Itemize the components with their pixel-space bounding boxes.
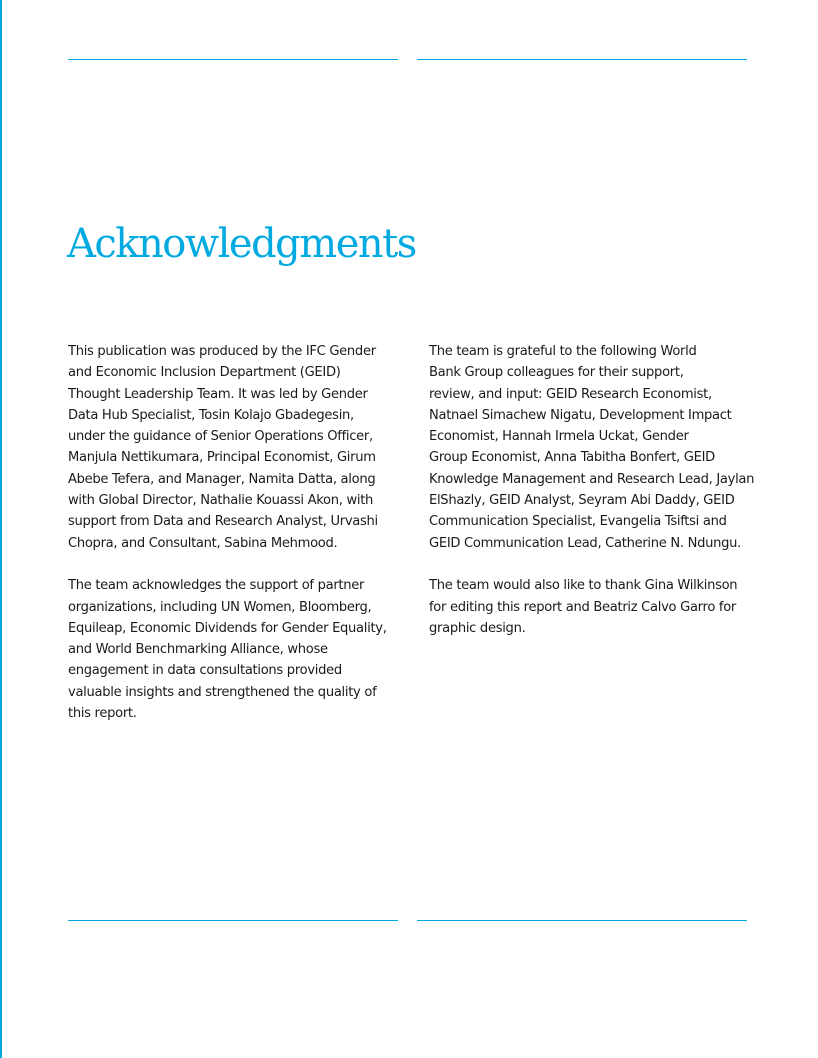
text-line: valuable insights and strengthened the quality of [68, 684, 377, 700]
text-line: This publication was produced by the IFC Gender [68, 344, 376, 359]
left-edge-accent-bar [0, 0, 2, 1058]
text-line: Bank Group colleagues for their support, [429, 365, 684, 381]
text-line: Knowledge Management and Research Lead, Jaylan [429, 471, 755, 487]
editing-design-paragraph [429, 575, 751, 639]
text-line: this report. [68, 706, 137, 722]
text-line: Manjula Nettikumara, Principal Economist, Girum [68, 450, 376, 466]
text-line: Communication Specialist, Evangelia Tsiftsi and [429, 514, 727, 530]
text-line: and Economic Inclusion Department (GEID) [68, 365, 341, 381]
text-line: The team is grateful to the following World [429, 344, 697, 359]
text-line: with Global Director, Nathalie Kouassi Akon, with [68, 493, 374, 509]
bottom-left-divider [68, 920, 398, 921]
page-title: Acknowledgments [67, 221, 416, 267]
text-line: graphic design. [429, 620, 526, 636]
text-line: The team would also like to thank Gina Wilkinson [429, 578, 738, 594]
partners-paragraph [68, 575, 388, 724]
text-line: organizations, including UN Women, Bloomberg, [68, 599, 372, 615]
bottom-right-divider [417, 920, 747, 921]
text-line: engagement in data consultations provided [68, 663, 342, 679]
text-line: GEID Communication Lead, Catherine N. Ndungu. [429, 535, 741, 551]
text-line: Group Economist, Anna Tabitha Bonfert, GEID [429, 450, 715, 466]
top-right-divider [417, 59, 747, 60]
text-line: Abebe Tefera, and Manager, Namita Datta, along [68, 471, 376, 487]
text-line: Thought Leadership Team. It was led by Gender [68, 386, 368, 402]
text-line: and World Benchmarking Alliance, whose [68, 642, 328, 658]
text-line: The team acknowledges the support of partner [68, 578, 365, 594]
text-line: ElShazly, GEID Analyst, Seyram Abi Daddy, GEID [429, 493, 735, 509]
text-line: review, and input: GEID Research Economist, [429, 386, 712, 402]
text-line: under the guidance of Senior Operations Officer, [68, 429, 373, 445]
credits-paragraph [68, 341, 388, 554]
top-left-divider [68, 59, 398, 60]
text-line: Equileap, Economic Dividends for Gender Equality, [68, 620, 387, 636]
text-line: for editing this report and Beatriz Calvo Garro for [429, 599, 736, 615]
text-line: Natnael Simachew Nigatu, Development Impact [429, 407, 732, 423]
right-text-column [429, 341, 755, 639]
text-line: Chopra, and Consultant, Sabina Mehmood. [68, 535, 338, 551]
text-line: support from Data and Research Analyst, Urvashi [68, 514, 378, 530]
text-line: Economist, Hannah Irmela Uckat, Gender [429, 429, 689, 445]
left-text-column [68, 341, 388, 724]
colleagues-paragraph [429, 341, 755, 554]
text-line: Data Hub Specialist, Tosin Kolajo Gbadegesin, [68, 407, 354, 423]
